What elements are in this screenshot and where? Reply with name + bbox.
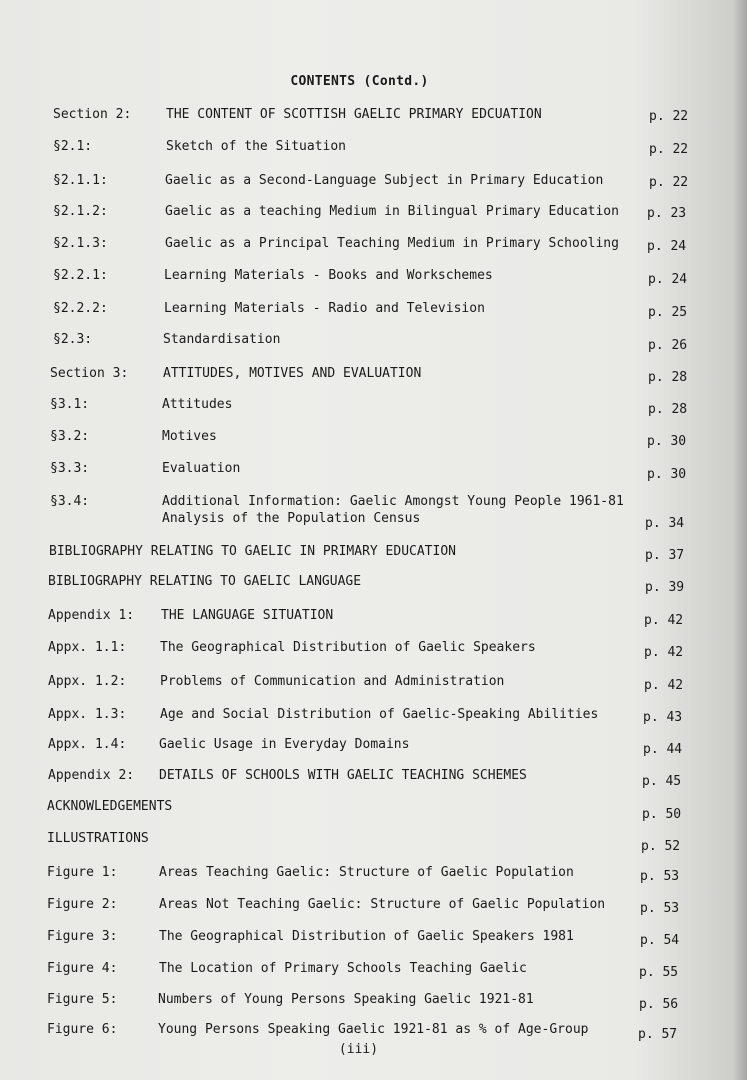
toc-entry-title: The Geographical Distribution of Gaelic Speakers 1981 bbox=[159, 929, 574, 944]
toc-entry-label: §2.1.2: bbox=[53, 204, 108, 219]
toc-entry-title: Evaluation bbox=[162, 461, 241, 476]
page-number: (iii) bbox=[338, 1042, 379, 1057]
toc-entry-title: Problems of Communication and Administration bbox=[160, 674, 505, 689]
page-title: CONTENTS (Contd.) bbox=[290, 74, 429, 89]
toc-entry-title: Areas Teaching Gaelic: Structure of Gaelic Population bbox=[159, 865, 574, 880]
toc-entry-title-continued: Analysis of the Population Census bbox=[162, 511, 421, 526]
toc-entry-title: Gaelic as a Principal Teaching Medium in Primary Schooling bbox=[165, 236, 619, 251]
toc-entry-title: THE CONTENT OF SCOTTISH GAELIC PRIMARY EDCUATION bbox=[166, 107, 542, 122]
toc-entry-label: §2.2.1: bbox=[53, 268, 108, 283]
toc-entry-title: Learning Materials - Radio and Television bbox=[164, 301, 485, 316]
toc-entry-page: p. 54 bbox=[640, 933, 680, 948]
toc-entry-label: Appendix 2: bbox=[48, 768, 135, 783]
toc-entry-title: ILLUSTRATIONS bbox=[47, 831, 149, 846]
toc-entry-page: p. 30 bbox=[647, 467, 687, 482]
toc-entry-title: ACKNOWLEDGEMENTS bbox=[47, 799, 173, 814]
toc-entry-page: p. 26 bbox=[648, 338, 688, 353]
page-edge-shadow bbox=[733, 0, 747, 1080]
toc-entry-title: Learning Materials - Books and Workschemes bbox=[164, 268, 493, 283]
toc-entry-page: p. 43 bbox=[643, 710, 683, 725]
toc-entry-title: Age and Social Distribution of Gaelic-Speaking Abilities bbox=[160, 707, 599, 722]
toc-entry-label: Figure 5: bbox=[47, 992, 118, 1007]
toc-entry-label: Appx. 1.2: bbox=[48, 674, 127, 689]
toc-entry-label: Figure 2: bbox=[47, 897, 118, 912]
toc-entry-label: Figure 3: bbox=[47, 929, 118, 944]
toc-entry-label: Appx. 1.1: bbox=[48, 640, 127, 655]
toc-entry-title: Attitudes bbox=[162, 397, 233, 412]
toc-entry-title: Sketch of the Situation bbox=[166, 139, 347, 154]
toc-entry-title: Numbers of Young Persons Speaking Gaelic 1921-81 bbox=[158, 992, 534, 1007]
toc-entry-page: p. 45 bbox=[642, 774, 682, 789]
toc-entry-label: §2.3: bbox=[53, 332, 93, 347]
toc-entry-page: p. 44 bbox=[643, 742, 683, 757]
toc-entry-page: p. 57 bbox=[638, 1027, 678, 1042]
toc-entry-page: p. 53 bbox=[640, 869, 680, 884]
toc-entry-page: p. 28 bbox=[648, 370, 688, 385]
toc-entry-page: p. 24 bbox=[648, 272, 688, 287]
toc-entry-label: Figure 1: bbox=[47, 865, 118, 880]
toc-entry-label: Appx. 1.3: bbox=[48, 707, 127, 722]
toc-entry-label: Section 3: bbox=[50, 366, 129, 381]
toc-entry-title: THE LANGUAGE SITUATION bbox=[161, 608, 334, 623]
toc-entry-title: Areas Not Teaching Gaelic: Structure of Gaelic Population bbox=[159, 897, 606, 912]
toc-entry-label: Appendix 1: bbox=[48, 608, 135, 623]
toc-entry-page: p. 22 bbox=[649, 109, 689, 124]
toc-entry-label: §3.2: bbox=[50, 429, 90, 444]
toc-entry-page: p. 42 bbox=[644, 613, 684, 628]
toc-entry-title: DETAILS OF SCHOOLS WITH GAELIC TEACHING SCHEMES bbox=[159, 768, 527, 783]
toc-entry-title: Motives bbox=[162, 429, 217, 444]
toc-entry-title: Young Persons Speaking Gaelic 1921-81 as % of Age-Group bbox=[158, 1022, 589, 1037]
toc-entry-title: Standardisation bbox=[163, 332, 281, 347]
toc-entry-title: ATTITUDES, MOTIVES AND EVALUATION bbox=[163, 366, 422, 381]
toc-entry-label: Figure 4: bbox=[47, 961, 118, 976]
toc-entry-page: p. 52 bbox=[641, 839, 681, 854]
toc-entry-title: BIBLIOGRAPHY RELATING TO GAELIC IN PRIMARY EDUCATION bbox=[49, 544, 456, 559]
toc-entry-label: Figure 6: bbox=[47, 1022, 118, 1037]
toc-entry-title: Gaelic as a teaching Medium in Bilingual Primary Education bbox=[165, 204, 619, 219]
toc-entry-page: p. 42 bbox=[644, 678, 684, 693]
toc-entry-label: Section 2: bbox=[53, 107, 132, 122]
toc-entry-page: p. 22 bbox=[649, 142, 689, 157]
toc-entry-label: §2.1.3: bbox=[53, 236, 108, 251]
toc-entry-page: p. 30 bbox=[647, 434, 687, 449]
toc-entry-label: §3.3: bbox=[50, 461, 90, 476]
toc-entry-page: p. 50 bbox=[642, 807, 682, 822]
toc-entry-label: §3.1: bbox=[50, 397, 90, 412]
toc-entry-page: p. 23 bbox=[647, 206, 687, 221]
toc-entry-label: §2.2.2: bbox=[53, 301, 108, 316]
toc-entry-page: p. 25 bbox=[648, 305, 688, 320]
toc-entry-page: p. 39 bbox=[645, 580, 685, 595]
toc-entry-label: Appx. 1.4: bbox=[48, 737, 127, 752]
toc-entry-page: p. 22 bbox=[649, 175, 689, 190]
toc-entry-page: p. 24 bbox=[647, 239, 687, 254]
toc-entry-title: BIBLIOGRAPHY RELATING TO GAELIC LANGUAGE bbox=[48, 574, 362, 589]
toc-entry-page: p. 28 bbox=[648, 402, 688, 417]
toc-entry-title: Gaelic Usage in Everyday Domains bbox=[159, 737, 410, 752]
toc-entry-label: §3.4: bbox=[50, 494, 90, 509]
toc-entry-label: §2.1.1: bbox=[53, 173, 108, 188]
toc-entry-page: p. 53 bbox=[640, 901, 680, 916]
toc-entry-page: p. 55 bbox=[639, 965, 679, 980]
toc-entry-title: The Geographical Distribution of Gaelic Speakers bbox=[160, 640, 536, 655]
toc-entry-title: Additional Information: Gaelic Amongst Young People 1961-81 bbox=[162, 494, 624, 509]
toc-entry-label: §2.1: bbox=[53, 139, 93, 154]
toc-entry-page: p. 34 bbox=[645, 516, 685, 531]
toc-entry-page: p. 42 bbox=[644, 645, 684, 660]
toc-entry-title: Gaelic as a Second-Language Subject in Primary Education bbox=[165, 173, 604, 188]
toc-entry-page: p. 56 bbox=[639, 997, 679, 1012]
toc-entry-title: The Location of Primary Schools Teaching Gaelic bbox=[159, 961, 527, 976]
toc-entry-page: p. 37 bbox=[645, 548, 685, 563]
